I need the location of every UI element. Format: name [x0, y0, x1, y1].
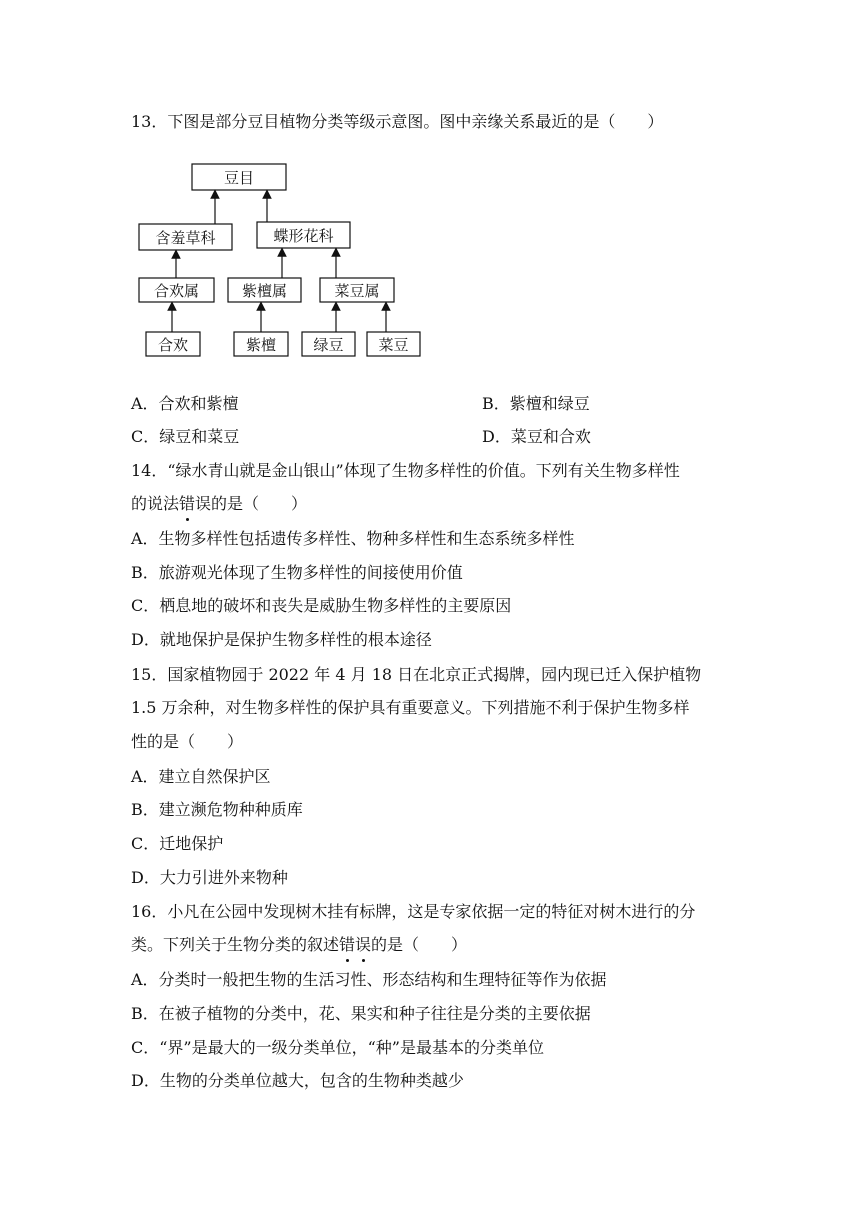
q14-stem-text: 的说法 — [131, 494, 180, 513]
q15-stem-line2: 1.5 万余种，对生物多样性的保护具有重要意义。下列措施不利于保护生物多样 — [131, 698, 690, 717]
q16-emphasis-char-1: 错 — [339, 935, 356, 954]
q14-stem-text-end: 误的是（ ） — [195, 494, 308, 513]
q15-stem-line3: 性的是（ ） — [131, 732, 244, 751]
q15-option-c[interactable]: C．迁地保护 — [131, 834, 224, 853]
label-species-4: 菜豆 — [378, 336, 409, 354]
q14-emphasis-char: 错 — [179, 494, 196, 513]
q15-stem-line1: 15．国家植物园于 2022 年 4 月 18 日在北京正式揭牌，园内现已迁入保护植物 — [131, 665, 702, 684]
q16-stem-text-end: 的是（ ） — [371, 935, 468, 954]
q16-option-c[interactable]: C．“界”是最大的一级分类单位，“种”是最基本的分类单位 — [131, 1038, 544, 1057]
q13-option-b[interactable]: B．紫檀和绿豆 — [482, 394, 590, 413]
label-species-2: 紫檀 — [245, 336, 277, 354]
label-species-3: 绿豆 — [313, 336, 344, 354]
label-genus-1: 合欢属 — [153, 282, 200, 300]
q16-emphasis-char-2: 误 — [355, 935, 372, 954]
q14-option-b[interactable]: B．旅游观光体现了生物多样性的间接使用价值 — [131, 563, 463, 582]
label-family-left: 含羞草科 — [155, 229, 216, 247]
q16-stem-line2 — [131, 934, 467, 956]
q16-option-a[interactable]: A．分类时一般把生物的生活习性、形态结构和生理特征等作为依据 — [131, 970, 607, 989]
q14-option-d[interactable]: D．就地保护是保护生物多样性的根本途径 — [131, 630, 432, 649]
q14-stem-line2 — [131, 493, 307, 515]
label-species-1: 合欢 — [157, 336, 189, 354]
q13-option-c[interactable]: C．绿豆和菜豆 — [131, 427, 240, 446]
q14-stem-line1: 14．“绿水青山就是金山银山”体现了生物多样性的价值。下列有关生物多样性 — [131, 461, 680, 480]
q13-option-a[interactable]: A．合欢和紫檀 — [131, 394, 239, 413]
q16-option-d[interactable]: D．生物的分类单位越大，包含的生物种类越少 — [131, 1071, 464, 1090]
q14-option-a[interactable]: A．生物多样性包括遗传多样性、物种多样性和生态系统多样性 — [131, 529, 575, 548]
label-family-right: 蝶形花科 — [273, 227, 334, 245]
q13-option-d[interactable]: D．菜豆和合欢 — [482, 427, 591, 446]
q16-stem-text: 类。下列关于生物分类的叙述 — [131, 935, 340, 954]
q15-option-b[interactable]: B．建立濒危物种种质库 — [131, 800, 303, 819]
label-order: 豆目 — [223, 169, 255, 187]
q14-option-c[interactable]: C．栖息地的破坏和丧失是威胁生物多样性的主要原因 — [131, 596, 512, 615]
taxonomy-diagram — [130, 155, 430, 367]
label-genus-3: 菜豆属 — [334, 282, 380, 300]
q16-stem-line1: 16．小凡在公园中发现树木挂有标牌，这是专家依据一定的特征对树木进行的分 — [131, 902, 696, 921]
q15-option-a[interactable]: A．建立自然保护区 — [131, 767, 271, 786]
q16-option-b[interactable]: B．在被子植物的分类中，花、果实和种子往往是分类的主要依据 — [131, 1004, 591, 1023]
q13-stem: 13．下图是部分豆目植物分类等级示意图。图中亲缘关系最近的是（ ） — [131, 112, 664, 131]
q15-option-d[interactable]: D．大力引进外来物种 — [131, 868, 288, 887]
label-genus-2: 紫檀属 — [241, 282, 288, 300]
